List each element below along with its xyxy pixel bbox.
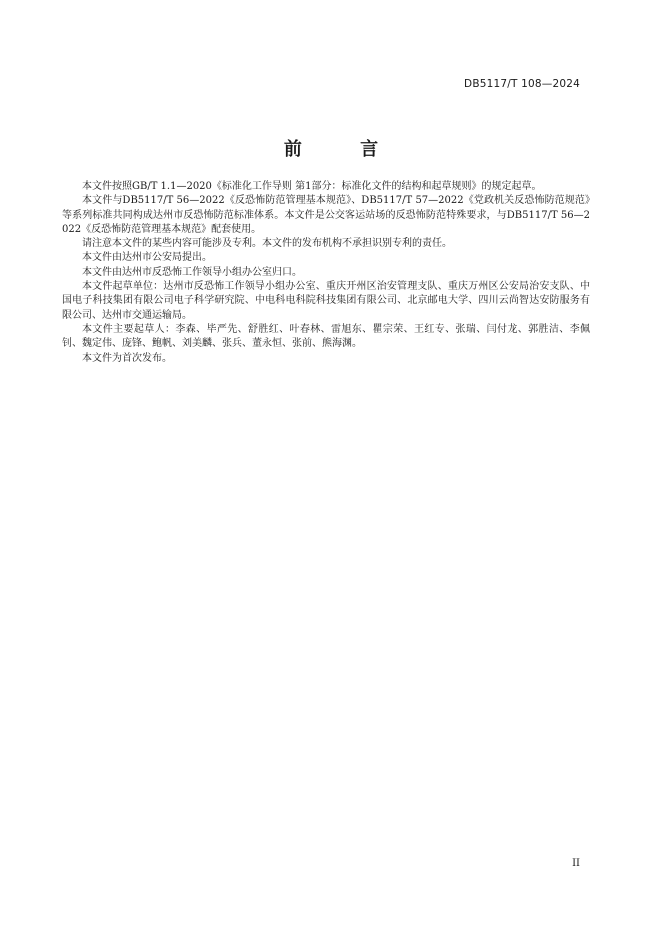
foreword-body [62, 180, 590, 366]
paragraph-first-release: 本文件为首次发布。 [82, 352, 172, 364]
paragraph-drafting-units: 本文件起草单位：达州市反恐怖工作领导小组办公室、重庆开州区治安管理支队、重庆万州区公安局治安支队、中国电子科技集团有限公司电子科学研究院、中电科电科院科技集团有限公司、北京邮电大学、四川云尚智达安防服务有限公司、达州市交通运输局。 [62, 281, 590, 321]
paragraph-standard-system: 本文件与DB5117/T 56—2022《反恐怖防范管理基本规范》、DB5117/T 57—2022《党政机关反恐怖防范规范》等系列标准共同构成达州市反恐怖防范标准体系。本文件是公交客运站场的反恐怖防范特殊要求，与DB5117/T 56—2022《反恐怖防范管理基本规范》配套使用。 [62, 195, 590, 235]
paragraph-drafting-rules: 本文件按照GB/T 1.1—2020《标准化工作导则 第1部分：标准化文件的结构和起草规则》的规定起草。 [82, 181, 542, 192]
paragraph-administrator: 本文件由达州市反恐怖工作领导小组办公室归口。 [82, 266, 302, 278]
paragraph-proposer: 本文件由达州市公安局提出。 [82, 252, 212, 264]
paragraph-drafters: 本文件主要起草人：李森、毕严先、舒胜红、叶春林、雷旭东、瞿宗荣、王红专、张瑞、闫付龙、郭胜洁、李佩钊、魏定伟、庞锋、鲍帆、刘美麟、张兵、董永恒、张前、熊海渊。 [62, 323, 590, 350]
page-title: 前 言 [283, 139, 405, 160]
paragraph-patent-notice: 请注意本文件的某些内容可能涉及专利。本文件的发布机构不承担识别专利的责任。 [82, 238, 452, 250]
page-number: II [572, 858, 580, 869]
standard-code: DB5117/T 108—2024 [464, 78, 580, 90]
